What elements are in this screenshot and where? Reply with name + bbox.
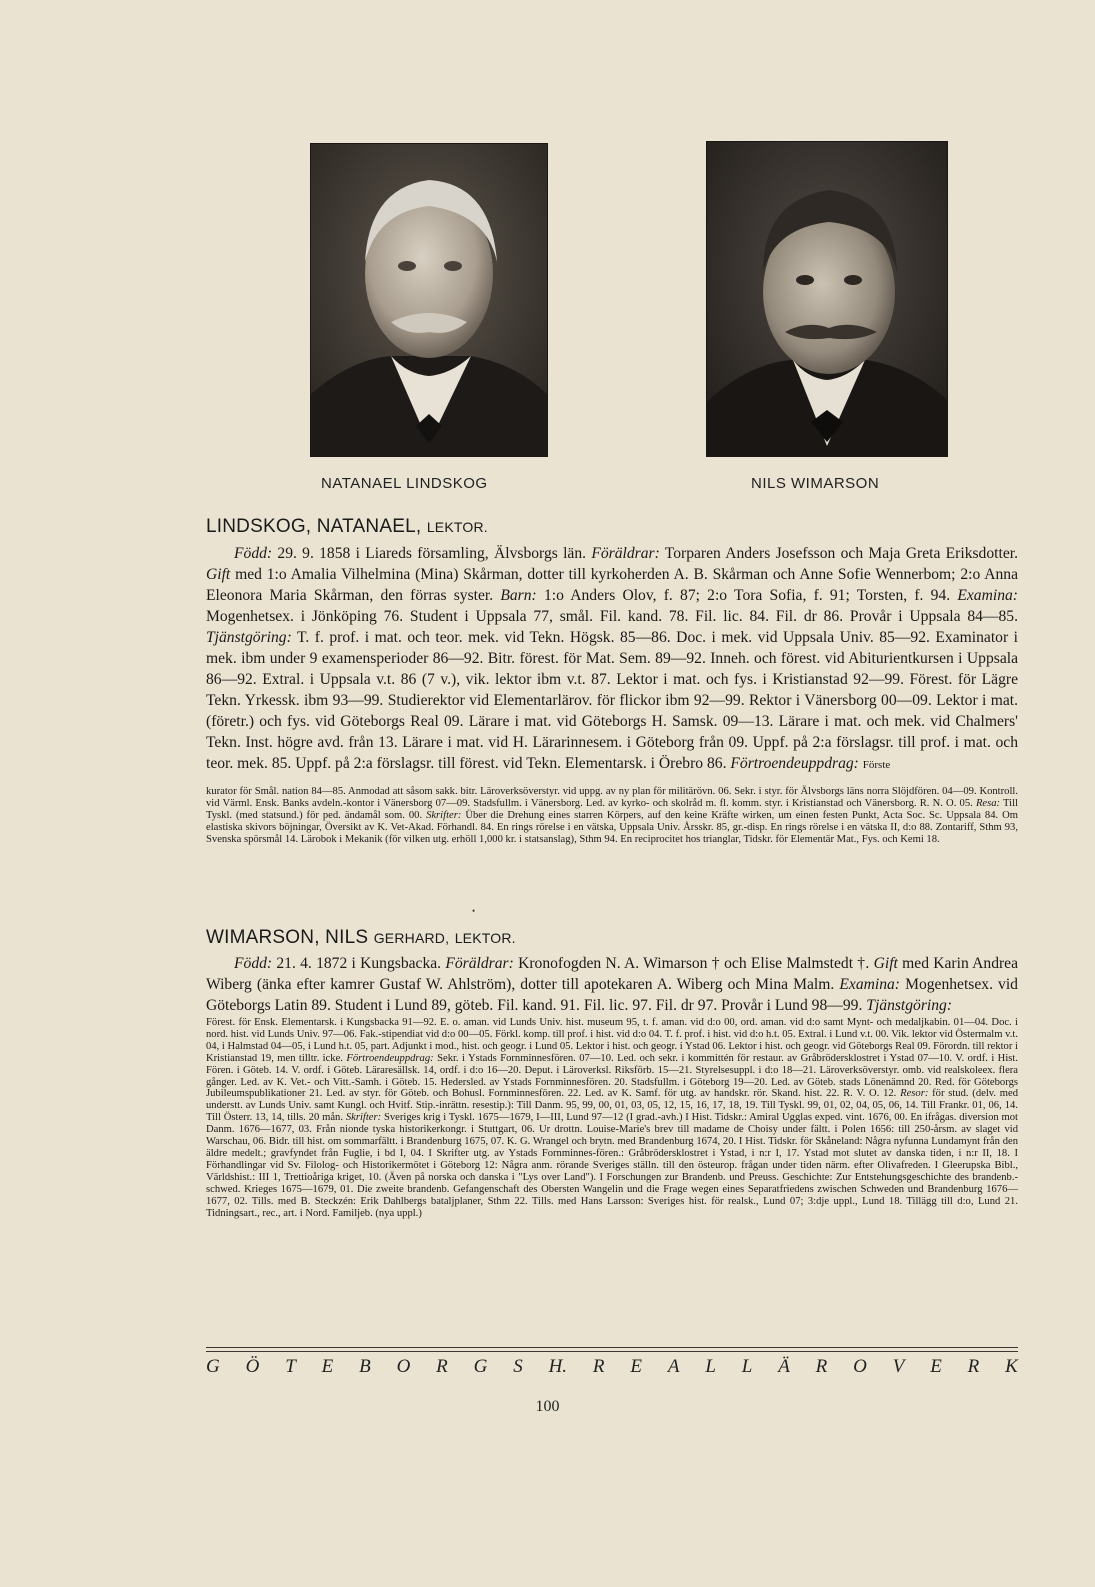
- entry-heading-lindskog: [206, 516, 488, 538]
- parents-text: Kronofogden N. A. Wimarson † och Elise Malmstedt †.: [518, 955, 870, 972]
- travel-text: Till Tyskl. (med statsund.) för ped. ändamål som. 00.: [206, 797, 1018, 821]
- portrait-caption-wimarson: NILS WIMARSON: [751, 475, 880, 492]
- born-text: 21. 4. 1872 i Kungsbacka.: [276, 955, 442, 972]
- footer-letter: S: [513, 1356, 523, 1377]
- footer-letter: V: [892, 1356, 905, 1377]
- service-label: Tjänstgöring:: [866, 997, 953, 1014]
- small-text-2: Sekr. i Ystads Fornminnesfören. 07—10. Led. och sekr. i kommittén för restaur. av Gråbrödersklostret i Ystad 07—10. V. ordf. i Hist. Fören. i Göteb. 14. V. ordf. i Göteb. Läraresällsk. 14, ordf. i d:o 16—20. Deput. i Läroverksl. Riksförb. 15—21. Styrelsesuppl. i d:o 18—21. Läroverksöverstyr. omb. vid realskoleex. flera gånger. Led. av K. Vet.- och Vitt.-Samh. i Göteb. 15. Hedersled. av Ystads Fornminnesfören. 20. Stadsfullm. i Göteborg 19—20. Led. av Göteb. stads Lönenämnd 20. Red. för Göteborgs Jubileumspublikationer 21. Led. av styr. för Göteb. och Bohusl. Fornminnesfören. 22. Led. av K. Samf. för utg. av handskr. rör. Skand. hist. 22. R. V. O. 12.: [206, 1052, 1018, 1100]
- footer-letter: Ä: [778, 1356, 790, 1377]
- footer-letter: A: [667, 1356, 680, 1377]
- parents-label: Föräldrar:: [445, 955, 514, 972]
- married-label: Gift: [206, 566, 231, 583]
- children-text: 1:o Anders Olov, f. 87; 2:o Tora Sofia, f. 91; Torsten, f. 94.: [543, 587, 951, 604]
- footer-letter: L: [705, 1356, 716, 1377]
- footer-rule-top: [206, 1347, 1018, 1348]
- born-label: Född:: [234, 545, 273, 562]
- born-text: 29. 9. 1858 i Liareds församling, Älvsborgs län.: [277, 545, 587, 562]
- footer-letter: Ö: [245, 1356, 260, 1377]
- entry-smalltext-wimarson: [206, 1017, 1018, 1219]
- footer-rule-bottom: [206, 1351, 1018, 1352]
- footer-letter: R: [436, 1356, 448, 1377]
- writings-text: Über die Drehung eines starren Körpers, auf den keine Kräfte wirken, um einen festen Punkt, Acta Soc. Sc. Uppsala 84. Om elastiska skivors böjningar, Översikt av K. Vet-Akad. Förhandl. 84. En rings rörelse i en vätska, Uppsala Univ. Årsskr. 85, gr.-disp. En rings rörelse i en vätska II, d:o 88. Zontariff, Sthm 93, Svenska spörsmål 14. Lärobok i Mekanik (för vilken utg. erhöll 1,000 kr. i statsanslag), Sthm 94. En reciprocitet hos trianglar, Tidskr. för Elementär Mat., Fys. och Kemi 18.: [206, 809, 1018, 845]
- footer-letter: G: [206, 1356, 220, 1377]
- footer-letter: R: [815, 1356, 828, 1377]
- portrait-photo-wimarson: [706, 141, 948, 457]
- footer-letter: K: [1005, 1356, 1018, 1377]
- entry-title: LEKTOR.: [454, 930, 516, 946]
- small-text-1: Förest. för Ensk. Elementarsk. i Kungsbacka 91—92. E. o. aman. vid Lunds Univ. hist. museum 95, t. f. aman. vid d:o 00, ord. aman. vid d:o samt Mynt- och medaljkabin. 01—04. Doc. i nord. hist. vid Lunds Univ. 97—06. Fak.-stipendiat vid d:o 00—05. Förkl. komp. till prof. i hist. vid d:o 04. T. f. prof. i hist. vid d:o h.t. 05. Extral. i Lund v.t. 00. Vik. lektor vid Östermalm v.t. 04, i Halmstad 04—05, i Lund h.t. 05, part. Adjunkt i mod., hist. och geogr. i Lund 05. Lektor i hist. och geogr. i Ystad 06. Lektor i hist. och geogr. vid Göteborgs Real 09. Förordn. till rektor i Kristianstad 19, men tilltr. icke.: [206, 1017, 1018, 1064]
- footer-letter: E: [630, 1356, 642, 1377]
- entry-title: LEKTOR.: [426, 519, 488, 535]
- footer-letter: B: [359, 1356, 371, 1377]
- entry-middle-name: GERHARD,: [373, 930, 450, 946]
- entry-body-wimarson: [206, 953, 1018, 1016]
- footer-letter: O: [853, 1356, 867, 1377]
- portrait-caption-lindskog: NATANAEL LINDSKOG: [321, 475, 488, 492]
- married-text: med Karin Andrea Wiberg (änka efter kamrer Gustaf W. Ahlström), dotter till apotekaren A. Wiberg och Mina Malm.: [206, 955, 1019, 993]
- footer-letter: T: [285, 1356, 296, 1377]
- entry-smalltext-lindskog: [206, 786, 1018, 846]
- page-number: 100: [535, 1398, 560, 1415]
- married-label: Gift: [873, 955, 898, 972]
- footer-letter: R: [967, 1356, 980, 1377]
- separator-mark: •: [472, 906, 476, 916]
- small-text-3: för stud. (delv. med understt. av Lunds Univ. samt Kungl. och Hvitf. Stip.-inrättn. resestip.): Till Danm. 95, 99, 00, 01, 03, 05, 12, 15, 16, 17, 18, 19. Till Tyskl. 99, 01, 02, 04, 05, 06, 14. Till Frankr. 01, 06, 14. Till Österr. 13, 14, tills. 20 mån.: [206, 1088, 1019, 1124]
- entry-name: LINDSKOG, NATANAEL,: [206, 516, 422, 537]
- children-label: Barn:: [500, 587, 537, 604]
- exams-text: Mogenhetsex. i Jönköping 76. Student i Uppsala 77, smål. Fil. kand. 78. Fil. lic. 84. Fil. dr 86. Provår i Uppsala 84—85.: [206, 608, 1018, 625]
- footer-letter: L: [741, 1356, 753, 1377]
- born-label: Född:: [234, 955, 273, 972]
- exams-label: Examina:: [839, 976, 900, 993]
- travel-label: Resa:: [975, 797, 1001, 809]
- parents-text: Torparen Anders Josefsson och Maja Greta Eriksdotter.: [664, 545, 1018, 562]
- footer-letter: E: [321, 1356, 334, 1377]
- travel-label: Resor:: [900, 1088, 929, 1100]
- exams-text: Mogenhetsex. vid Göteborgs Latin 89. Student i Lund 89, göteb. Fil. kand. 91. Fil. lic. 97. Fil. dr 97. Provår i Lund 98—99.: [206, 976, 1018, 1014]
- entry-body-lindskog: [206, 543, 1018, 776]
- footer-letter: G: [473, 1356, 488, 1377]
- exams-label: Examina:: [957, 587, 1018, 604]
- portrait-photo-lindskog: [310, 143, 548, 457]
- parents-label: Föräldrar:: [591, 545, 660, 562]
- footer-letter: E: [930, 1356, 942, 1377]
- service-text: T. f. prof. i mat. och teor. mek. vid Tekn. Högsk. 85—86. Doc. i mek. vid Uppsala Univ. 85—92. Examinator i mek. ibm under 9 examensperioder 86—92. Bitr. förest. för Mat. Sem. 89—92. Inneh. och förest. vid Abiturientkursen i Uppsala 86—92. Extral. i Uppsala v.t. 86 (7 v.), vik. lektor ibm v.t. 87. Lektor i mat. och fys. i Kristianstad 92—99. Förest. för Lägre Tekn. Yrkessk. ibm 93—99. Studierektor vid Elementarlärov. för flickor ibm 92—99. Rektor i Vänersborg 00—09. Lektor i mat. (företr.) och fys. vid Göteborgs Real 09. Lärare i mat. vid Göteborgs H. Samsk. 09—13. Lärare i mat. och mek. vid Chalmers' Tekn. Inst. högre avd. från 13. Lärare i mat. vid H. Lärarinnesem. i Göteborg från 09. Uppf. på 2:a förslagsr. till prof. i mat. och teor. mek. 85. Uppf. på 2:a förslagsr. till förest. vid Tekn. Elementarsk. i Örebro 86.: [206, 629, 1018, 772]
- service-label: Tjänstgöring:: [206, 629, 292, 646]
- small-text-1: kurator för Smål. nation 84—85. Anmodad att såsom sakk. bitr. Läroverksöverstyr. vid uppg. av ny plan för militärövn. 06. Sekr. i styr. för Älvsborgs läns norra Slöjdfören. 04—09. Kontroll. vid Värml. Ensk. Banks avdeln.-kontor i Vänersborg 07—09. Stadsfullm. i Vänersborg. Led. av kyrko- och skolråd m. fl. komm. styr. i Kristianstad och Vänersborg. R. N. O. 05.: [206, 786, 1018, 809]
- trust-label: Förtroendeuppdrag:: [346, 1052, 434, 1064]
- entry-heading-wimarson: [206, 927, 516, 949]
- writings-label: Skrifter:: [345, 1112, 382, 1124]
- portrait-image-wimarson: [707, 142, 947, 456]
- footer-letter: R: [592, 1356, 605, 1377]
- writings-label: Skrifter:: [426, 809, 462, 821]
- entry-name: WIMARSON, NILS: [206, 927, 369, 948]
- small-text-4: Sveriges krig i Tyskl. 1675—1679, I—III, Lund 97—12 (I grad.-avh.) I Hist. Tidskr.: Amiral Ugglas exped. vint. 1676, 00. En ifrågas. diversion mot Danm. 1676—1677, 03. Från nionde tyska historikerkongr. i Stuttgart, 06. Ur drottn. Louise-Marie's brev till madame de Choisy under fältt. i Polen 1656: till 250-årsm. av slaget vid Warschau, 06. Bidr. till hist. om sommarfältt. i Brandenburg 1675, 07. K. G. Wrangel och brytn. med Brandenburg 1674, 20. I Hist. Tidskr. för Skåneland: Några nyfunna Lundamynt från den äldre medelt.; gravfyndet från Fuglie, i bd I, 04. I Skrifter utg. av Ystads Fornminnes-fören.: Gråbrödersklostret i Ystad, i n:r I, 17. Ystad mot slutet av danska tiden, i n:r II, 18. I Förhandlingar vid Sv. Filolog- och Historikermötet i Göteborg 12: Några anm. rörande Sveriges ställn. till den östeurop. frågan under tiden närm. efter Olivafreden. I Gleerupska Bibl., Världshist.: III 1, Trettioåriga kriget, 10. (Även på norska och danska i "Lys over Land"). I Forschungen zur Brandenb. und Preuss. Geschichte: Zur Entstehungsgeschichte des brandenb.-schwed. Krieges 1675—1679, 01. Die zweite brandenb. Gefangenschaft des Obersten Wangelin und die Frage wegen eines Separatfriedens zwischen Schweden und Brandenburg 1676—1677, 02. Tills. med B. Steckzén: Erik Dahlbergs bataljplaner, Sthm 22. Tills. med Hans Larsson: Sveriges hist. för realsk., Lund 07; 3:dje uppl., Lund 18. Tillägg till d:o, Lund 21. Tidningsart., rec., art. i Nord. Familjeb. (nya uppl.): [206, 1112, 1018, 1219]
- trust-label: Förtroendeuppdrag:: [730, 755, 859, 772]
- married-text: med 1:o Amalia Vilhelmina (Mina) Skårman, dotter till kyrkoherden A. B. Skårman och Anne Sofie Wennerbom; 2:o Anna Eleonora Maria Skårman, den förras syster.: [206, 566, 1018, 604]
- portrait-image-lindskog: [311, 144, 547, 456]
- footer-letter: O: [396, 1356, 411, 1377]
- trust-text-start: Förste: [862, 759, 891, 771]
- running-footer-title: [206, 1356, 1018, 1378]
- footer-letter: H.: [548, 1356, 568, 1377]
